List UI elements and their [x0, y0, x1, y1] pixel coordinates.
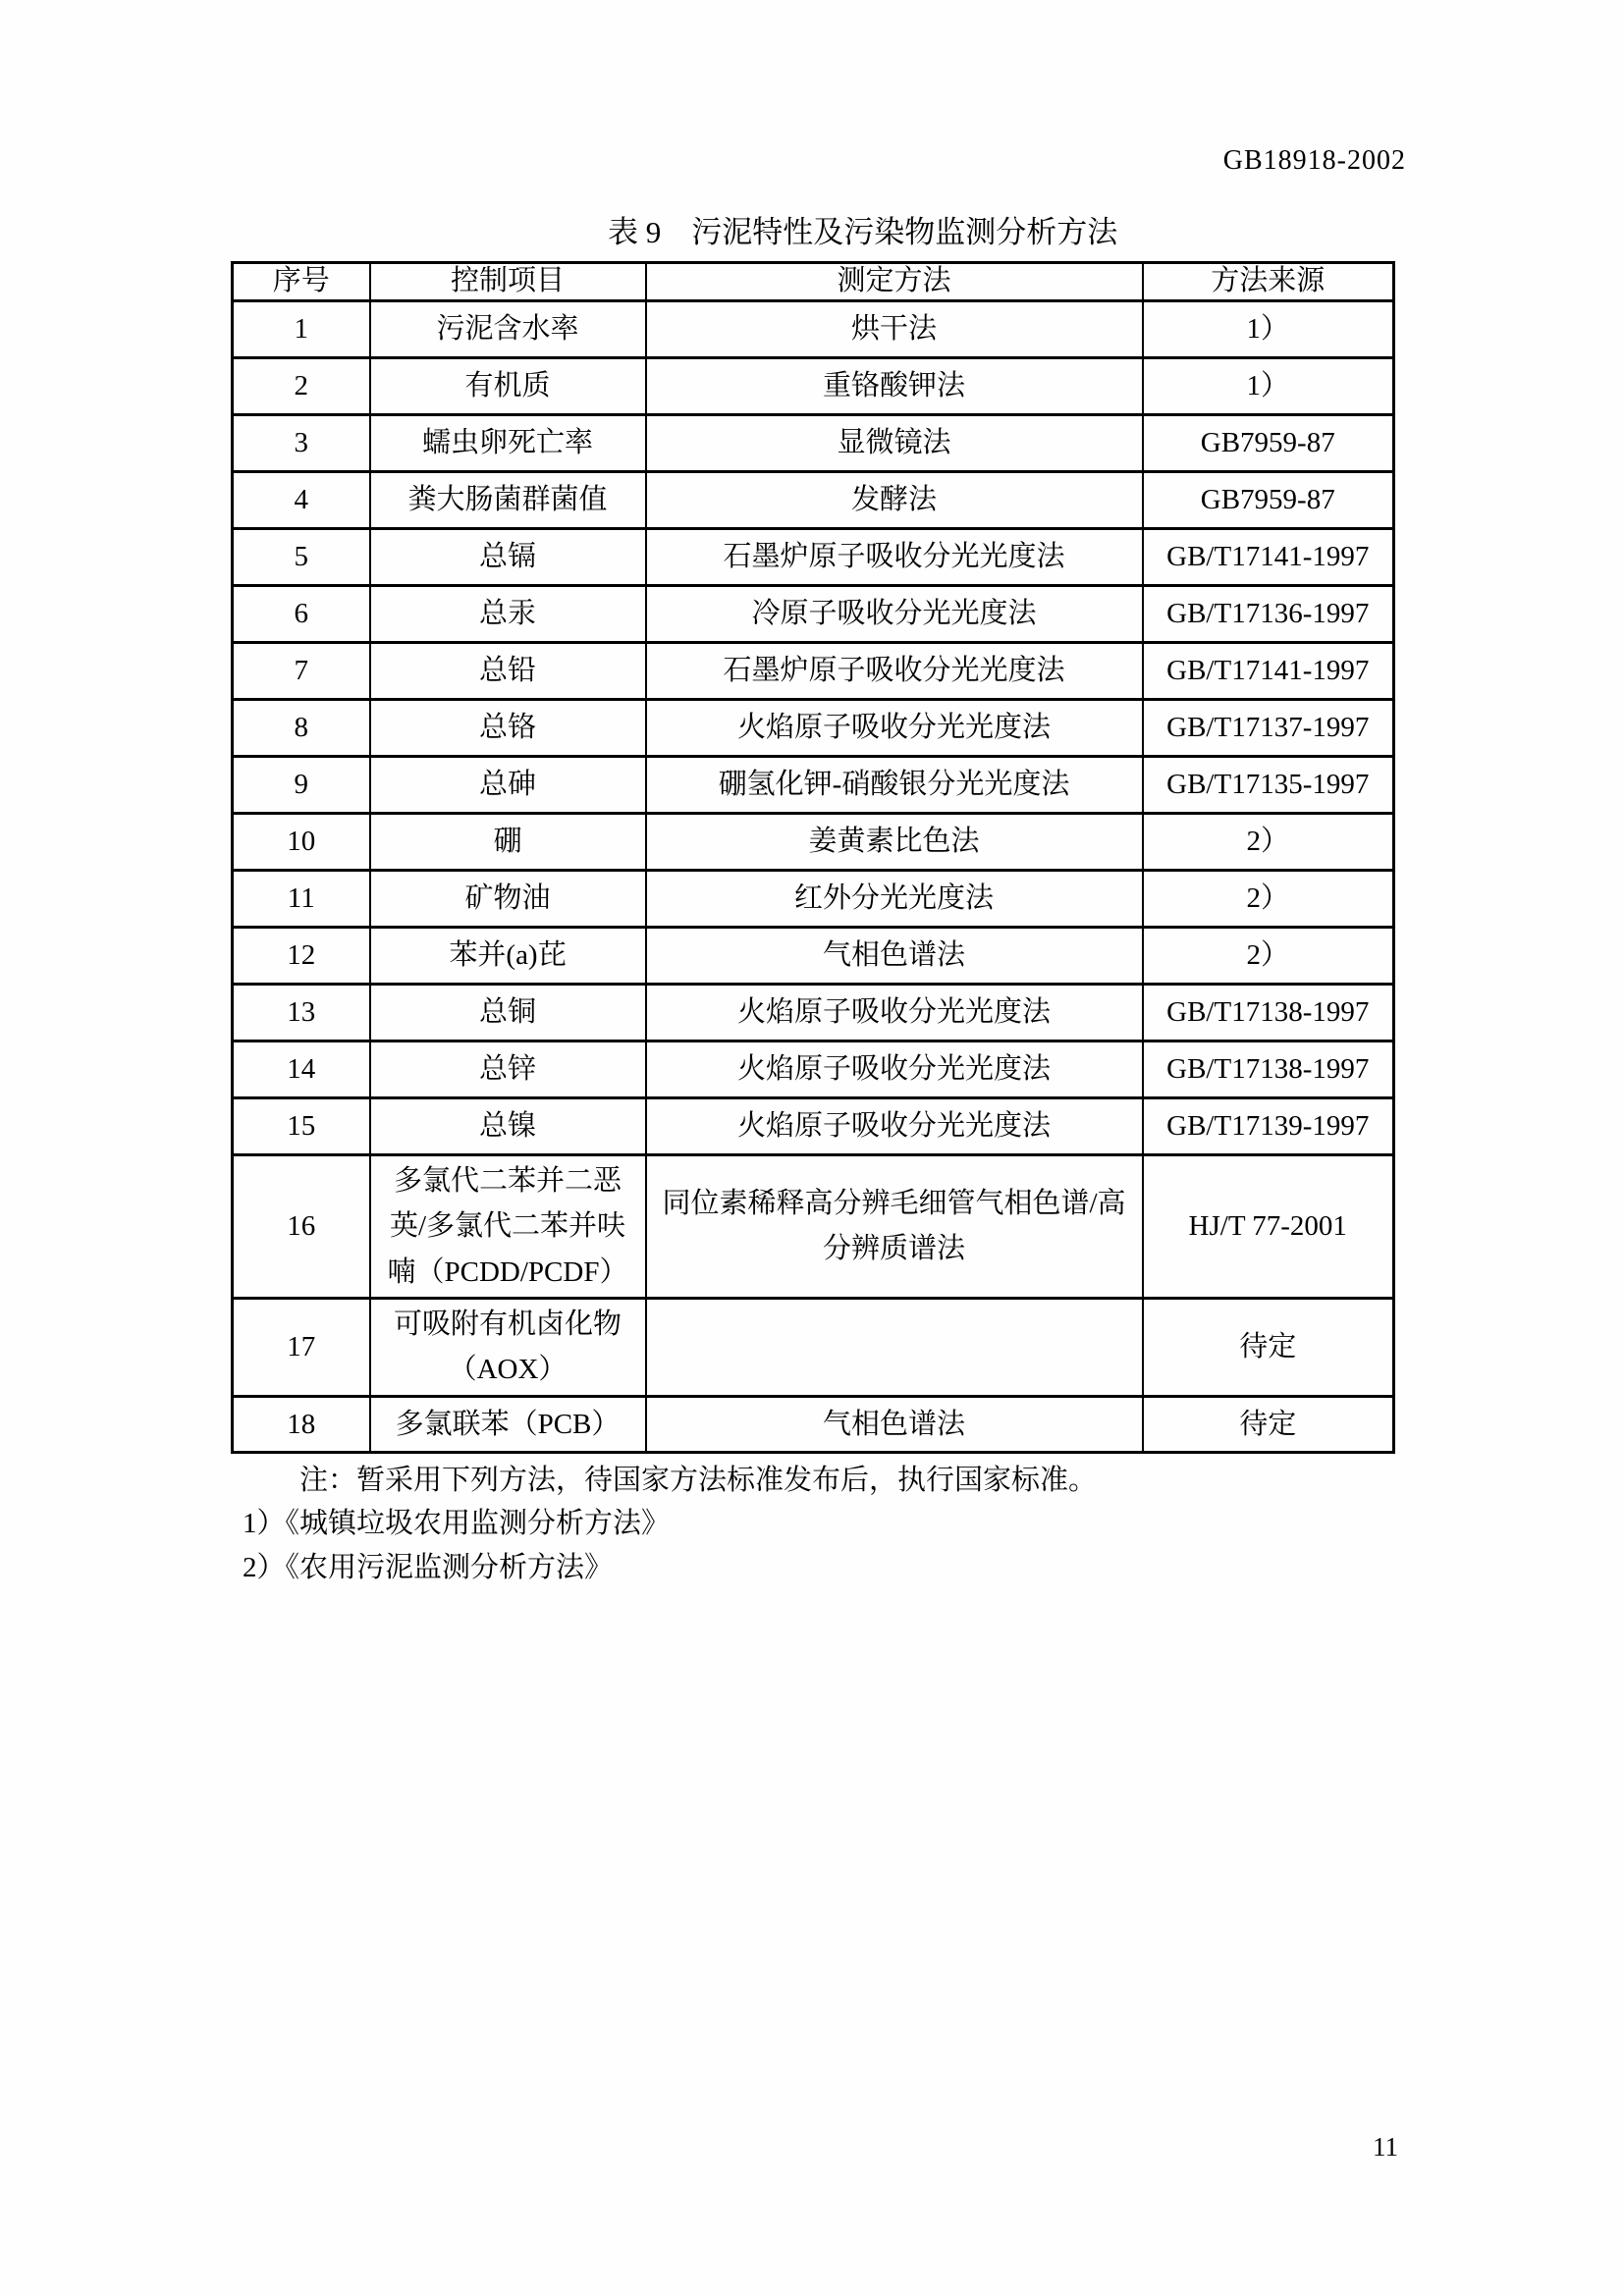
- table-row: [233, 699, 1394, 756]
- cell-method-source: GB/T17139-1997: [1143, 1097, 1394, 1154]
- cell-serial-number: 18: [233, 1396, 370, 1452]
- cell-method-source: 1）: [1143, 300, 1394, 357]
- cell-control-item: 矿物油: [370, 870, 646, 927]
- cell-serial-number: 7: [233, 642, 370, 699]
- page-number: 11: [1373, 2132, 1398, 2162]
- cell-measurement-method: 火焰原子吸收分光光度法: [646, 1097, 1143, 1154]
- cell-serial-number: 12: [233, 927, 370, 984]
- cell-measurement-method: 姜黄素比色法: [646, 813, 1143, 870]
- cell-measurement-method: 显微镜法: [646, 414, 1143, 471]
- cell-serial-number: 14: [233, 1041, 370, 1097]
- cell-serial-number: 5: [233, 528, 370, 585]
- cell-measurement-method: 气相色谱法: [646, 1396, 1143, 1452]
- cell-control-item: 可吸附有机卤化物（AOX）: [370, 1299, 646, 1397]
- cell-serial-number: 1: [233, 300, 370, 357]
- cell-control-item: 粪大肠菌群菌值: [370, 471, 646, 528]
- table-row: [233, 756, 1394, 813]
- cell-measurement-method: [646, 1299, 1143, 1397]
- cell-control-item: 苯并(a)芘: [370, 927, 646, 984]
- header-serial-number: 序号: [233, 263, 370, 301]
- table-row: [233, 813, 1394, 870]
- cell-serial-number: 11: [233, 870, 370, 927]
- cell-serial-number: 10: [233, 813, 370, 870]
- table-row: [233, 984, 1394, 1041]
- cell-control-item: 污泥含水率: [370, 300, 646, 357]
- cell-measurement-method: 气相色谱法: [646, 927, 1143, 984]
- cell-serial-number: 4: [233, 471, 370, 528]
- cell-method-source: GB/T17138-1997: [1143, 984, 1394, 1041]
- cell-serial-number: 8: [233, 699, 370, 756]
- table-row: [233, 1097, 1394, 1154]
- cell-measurement-method: 烘干法: [646, 300, 1143, 357]
- cell-method-source: 1）: [1143, 357, 1394, 414]
- cell-control-item: 总镍: [370, 1097, 646, 1154]
- table-row: [233, 1041, 1394, 1097]
- cell-serial-number: 3: [233, 414, 370, 471]
- cell-measurement-method: 发酵法: [646, 471, 1143, 528]
- cell-method-source: GB7959-87: [1143, 471, 1394, 528]
- table-row: [233, 1396, 1394, 1452]
- table-row: [233, 300, 1394, 357]
- cell-method-source: 2）: [1143, 870, 1394, 927]
- cell-control-item: 总镉: [370, 528, 646, 585]
- table-header-row: [233, 263, 1394, 301]
- header-control-item: 控制项目: [370, 263, 646, 301]
- table-row: [233, 357, 1394, 414]
- cell-control-item: 多氯联苯（PCB）: [370, 1396, 646, 1452]
- cell-method-source: GB/T17141-1997: [1143, 642, 1394, 699]
- cell-method-source: 待定: [1143, 1396, 1394, 1452]
- cell-control-item: 多氯代二苯并二恶英/多氯代二苯并呋喃（PCDD/PCDF）: [370, 1154, 646, 1298]
- cell-control-item: 总汞: [370, 585, 646, 642]
- note-reference-1: 1）《城镇垃圾农用监测分析方法》: [243, 1508, 671, 1539]
- header-measurement-method: 测定方法: [646, 263, 1143, 301]
- cell-control-item: 有机质: [370, 357, 646, 414]
- table-row: [233, 528, 1394, 585]
- cell-serial-number: 16: [233, 1154, 370, 1298]
- cell-measurement-method: 硼氢化钾-硝酸银分光光度法: [646, 756, 1143, 813]
- cell-control-item: 蠕虫卵死亡率: [370, 414, 646, 471]
- cell-method-source: GB/T17136-1997: [1143, 585, 1394, 642]
- cell-method-source: 2）: [1143, 927, 1394, 984]
- cell-measurement-method: 火焰原子吸收分光光度法: [646, 699, 1143, 756]
- table-title: 表 9 污泥特性及污染物监测分析方法: [608, 215, 1118, 249]
- cell-method-source: GB/T17141-1997: [1143, 528, 1394, 585]
- cell-measurement-method: 冷原子吸收分光光度法: [646, 585, 1143, 642]
- cell-control-item: 总铅: [370, 642, 646, 699]
- cell-method-source: GB/T17138-1997: [1143, 1041, 1394, 1097]
- header-method-source: 方法来源: [1143, 263, 1394, 301]
- cell-method-source: GB/T17135-1997: [1143, 756, 1394, 813]
- cell-measurement-method: 石墨炉原子吸收分光光度法: [646, 528, 1143, 585]
- cell-control-item: 总铬: [370, 699, 646, 756]
- table-row: [233, 414, 1394, 471]
- cell-method-source: GB7959-87: [1143, 414, 1394, 471]
- note-reference-2: 2）《农用污泥监测分析方法》: [243, 1552, 614, 1583]
- cell-control-item: 总铜: [370, 984, 646, 1041]
- cell-serial-number: 17: [233, 1299, 370, 1397]
- table-row: [233, 642, 1394, 699]
- cell-serial-number: 6: [233, 585, 370, 642]
- cell-measurement-method: 重铬酸钾法: [646, 357, 1143, 414]
- table-row: [233, 1299, 1394, 1397]
- cell-measurement-method: 红外分光光度法: [646, 870, 1143, 927]
- table-row: [233, 927, 1394, 984]
- cell-serial-number: 15: [233, 1097, 370, 1154]
- table-row: [233, 1154, 1394, 1298]
- cell-serial-number: 9: [233, 756, 370, 813]
- cell-measurement-method: 同位素稀释高分辨毛细管气相色谱/高分辨质谱法: [646, 1154, 1143, 1298]
- cell-method-source: HJ/T 77-2001: [1143, 1154, 1394, 1298]
- cell-control-item: 总锌: [370, 1041, 646, 1097]
- cell-control-item: 硼: [370, 813, 646, 870]
- cell-measurement-method: 火焰原子吸收分光光度法: [646, 984, 1143, 1041]
- cell-control-item: 总砷: [370, 756, 646, 813]
- table-row: [233, 870, 1394, 927]
- cell-serial-number: 2: [233, 357, 370, 414]
- cell-measurement-method: 火焰原子吸收分光光度法: [646, 1041, 1143, 1097]
- table-row: [233, 585, 1394, 642]
- cell-method-source: GB/T17137-1997: [1143, 699, 1394, 756]
- table-row: [233, 471, 1394, 528]
- cell-measurement-method: 石墨炉原子吸收分光光度法: [646, 642, 1143, 699]
- monitoring-methods-table: [231, 261, 1395, 1454]
- cell-method-source: 2）: [1143, 813, 1394, 870]
- table-note: 注：暂采用下列方法，待国家方法标准发布后，执行国家标准。: [299, 1465, 1098, 1496]
- cell-serial-number: 13: [233, 984, 370, 1041]
- standard-number: GB18918-2002: [1222, 145, 1406, 176]
- cell-method-source: 待定: [1143, 1299, 1394, 1397]
